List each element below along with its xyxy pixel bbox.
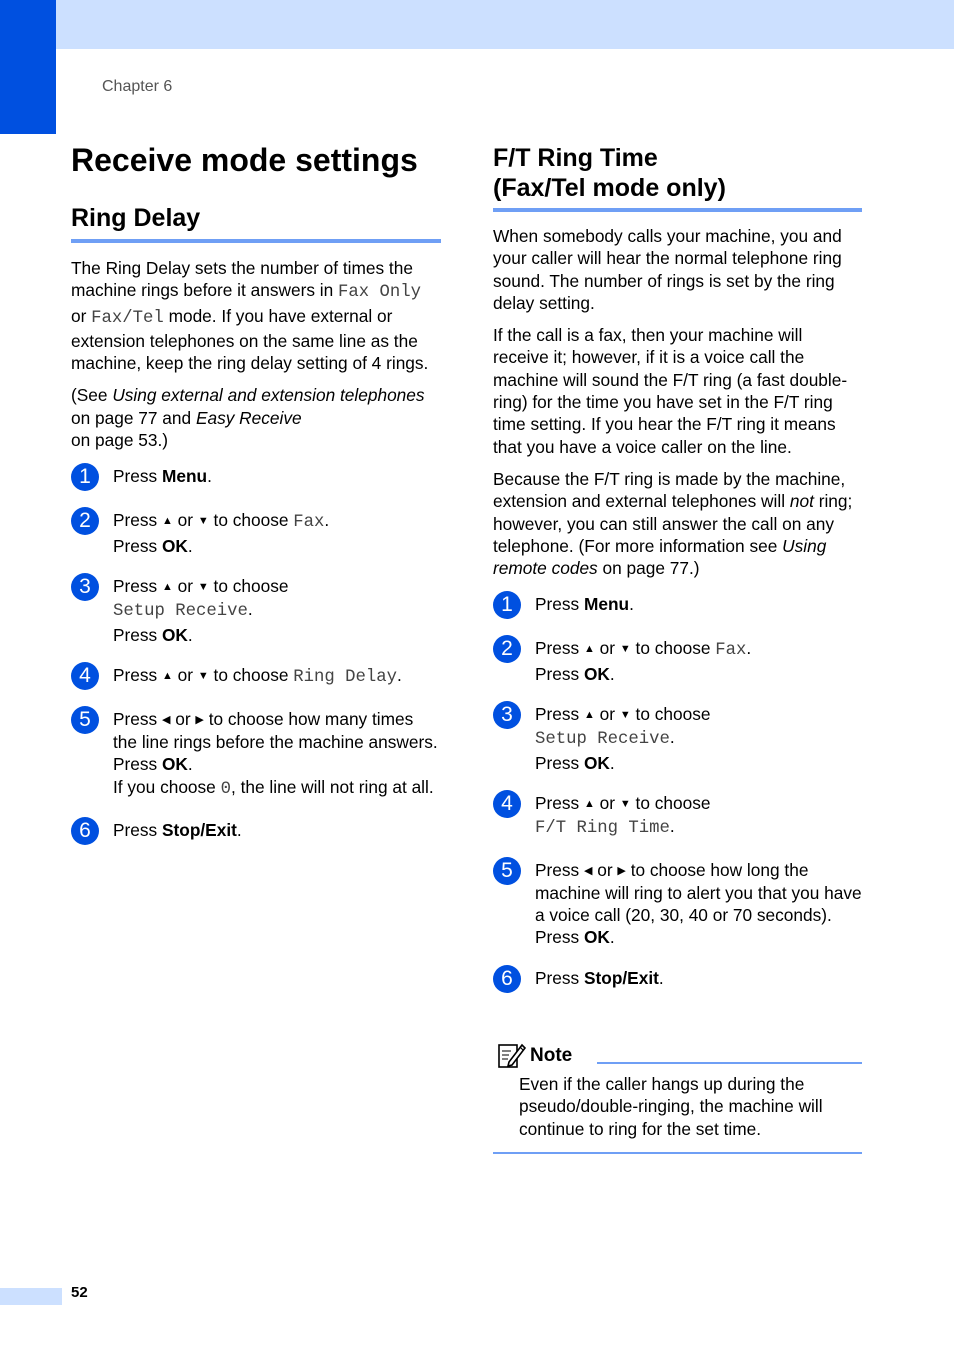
step-number-badge: 4 bbox=[71, 662, 99, 690]
step-number-badge: 3 bbox=[71, 573, 99, 601]
right-arrow-icon: ▶ bbox=[195, 713, 204, 726]
step-number-badge: 5 bbox=[493, 857, 521, 885]
step-5: 5 Press ◀ or ▶ to choose how long the machine will ring to alert you that you have a voice call (20, 30, 40 or 70 seconds). Press OK. bbox=[493, 859, 862, 949]
section-title-ring-delay: Ring Delay bbox=[71, 202, 441, 243]
step-1: 1 Press Menu. bbox=[493, 593, 862, 619]
step-number-badge: 2 bbox=[71, 507, 99, 535]
step-number-badge: 1 bbox=[493, 591, 521, 619]
step-number-badge: 6 bbox=[71, 817, 99, 845]
ft-paragraph-3: Because the F/T ring is made by the machine, extension and external telephones will not ring; however, you can still answer the call on any telephone. (For more information see Using remote codes on page 77.) bbox=[493, 468, 853, 579]
up-arrow-icon: ▲ bbox=[161, 580, 173, 593]
step-number-badge: 5 bbox=[71, 706, 99, 734]
up-arrow-icon: ▲ bbox=[583, 709, 595, 722]
right-arrow-icon: ▶ bbox=[617, 864, 626, 877]
step-3: 3 Press ▲ or ▼ to choose Setup Receive. Press OK. bbox=[71, 575, 441, 646]
step-1: 1 Press Menu. bbox=[71, 465, 441, 491]
ft-paragraph-1: When somebody calls your machine, you and your caller will hear the normal telephone ring sound. The number of rings is set by the ring delay setting. bbox=[493, 226, 842, 313]
section-title-ft-ring-time: F/T Ring Time (Fax/Tel mode only) bbox=[493, 143, 862, 212]
step-2: 2 Press ▲ or ▼ to choose Fax. Press OK. bbox=[493, 637, 862, 685]
ring-delay-steps bbox=[71, 465, 441, 845]
step-number-badge: 1 bbox=[71, 463, 99, 491]
page-number: 52 bbox=[71, 1284, 88, 1301]
up-arrow-icon: ▲ bbox=[583, 797, 595, 810]
up-arrow-icon: ▲ bbox=[583, 643, 595, 656]
note-text: Even if the caller hangs up during the pseudo/double-ringing, the machine will continue to ring for the set time. bbox=[519, 1074, 823, 1139]
step-3: 3 Press ▲ or ▼ to choose Setup Receive. Press OK. bbox=[493, 703, 862, 774]
step-5: 5 Press ◀ or ▶ to choose how many times the line rings before the machine answers. Press OK. If you choose 0, the line will not ring at all. bbox=[71, 708, 441, 801]
ring-delay-intro: The Ring Delay sets the number of times the machine rings before it answers in Fax Only or Fax/Tel mode. If you have external or extension telephones on the same line as the machine, keep the ring delay setting of 4 rings. bbox=[71, 258, 429, 374]
step-2: 2 Press ▲ or ▼ to choose Fax. Press OK. bbox=[71, 509, 441, 557]
step-6: 6 Press Stop/Exit. bbox=[493, 967, 862, 993]
chapter-label: Chapter 6 bbox=[102, 78, 173, 95]
note-pencil-icon bbox=[496, 1040, 526, 1070]
step-6: 6 Press Stop/Exit. bbox=[71, 819, 441, 845]
page-number-bar bbox=[0, 1288, 62, 1305]
see-reference: (See Using external and extension telephones on page 77 and Easy Receive on page 53.) bbox=[71, 385, 425, 451]
step-number-badge: 4 bbox=[493, 790, 521, 818]
step-number-badge: 6 bbox=[493, 965, 521, 993]
down-arrow-icon: ▼ bbox=[197, 580, 209, 593]
note-title: Note bbox=[530, 1045, 573, 1066]
step-4: 4 Press ▲ or ▼ to choose Ring Delay. bbox=[71, 664, 441, 690]
page-title: Receive mode settings bbox=[71, 142, 418, 178]
up-arrow-icon: ▲ bbox=[161, 515, 173, 528]
up-arrow-icon: ▲ bbox=[161, 669, 173, 682]
down-arrow-icon: ▼ bbox=[619, 709, 631, 722]
right-column bbox=[493, 140, 862, 1011]
down-arrow-icon: ▼ bbox=[197, 669, 209, 682]
step-4: 4 Press ▲ or ▼ to choose F/T Ring Time. bbox=[493, 792, 862, 841]
down-arrow-icon: ▼ bbox=[619, 643, 631, 656]
ft-ring-time-steps bbox=[493, 593, 862, 992]
left-arrow-icon: ◀ bbox=[583, 864, 593, 877]
down-arrow-icon: ▼ bbox=[197, 515, 209, 528]
header-bar bbox=[56, 0, 954, 49]
note-divider bbox=[597, 1062, 862, 1064]
note-box bbox=[493, 1038, 862, 1154]
down-arrow-icon: ▼ bbox=[619, 797, 631, 810]
step-number-badge: 3 bbox=[493, 701, 521, 729]
left-column bbox=[71, 140, 441, 863]
step-number-badge: 2 bbox=[493, 635, 521, 663]
chapter-tab bbox=[0, 0, 56, 134]
left-arrow-icon: ◀ bbox=[161, 713, 171, 726]
ft-paragraph-2: If the call is a fax, then your machine will receive it; however, if it is a voice call the machine will sound the F/T ring (a fast double-ring) for the time you have set in the F/T ring time setting. If you hear the F/T ring it means that you have a voice caller on the line. bbox=[493, 325, 848, 457]
